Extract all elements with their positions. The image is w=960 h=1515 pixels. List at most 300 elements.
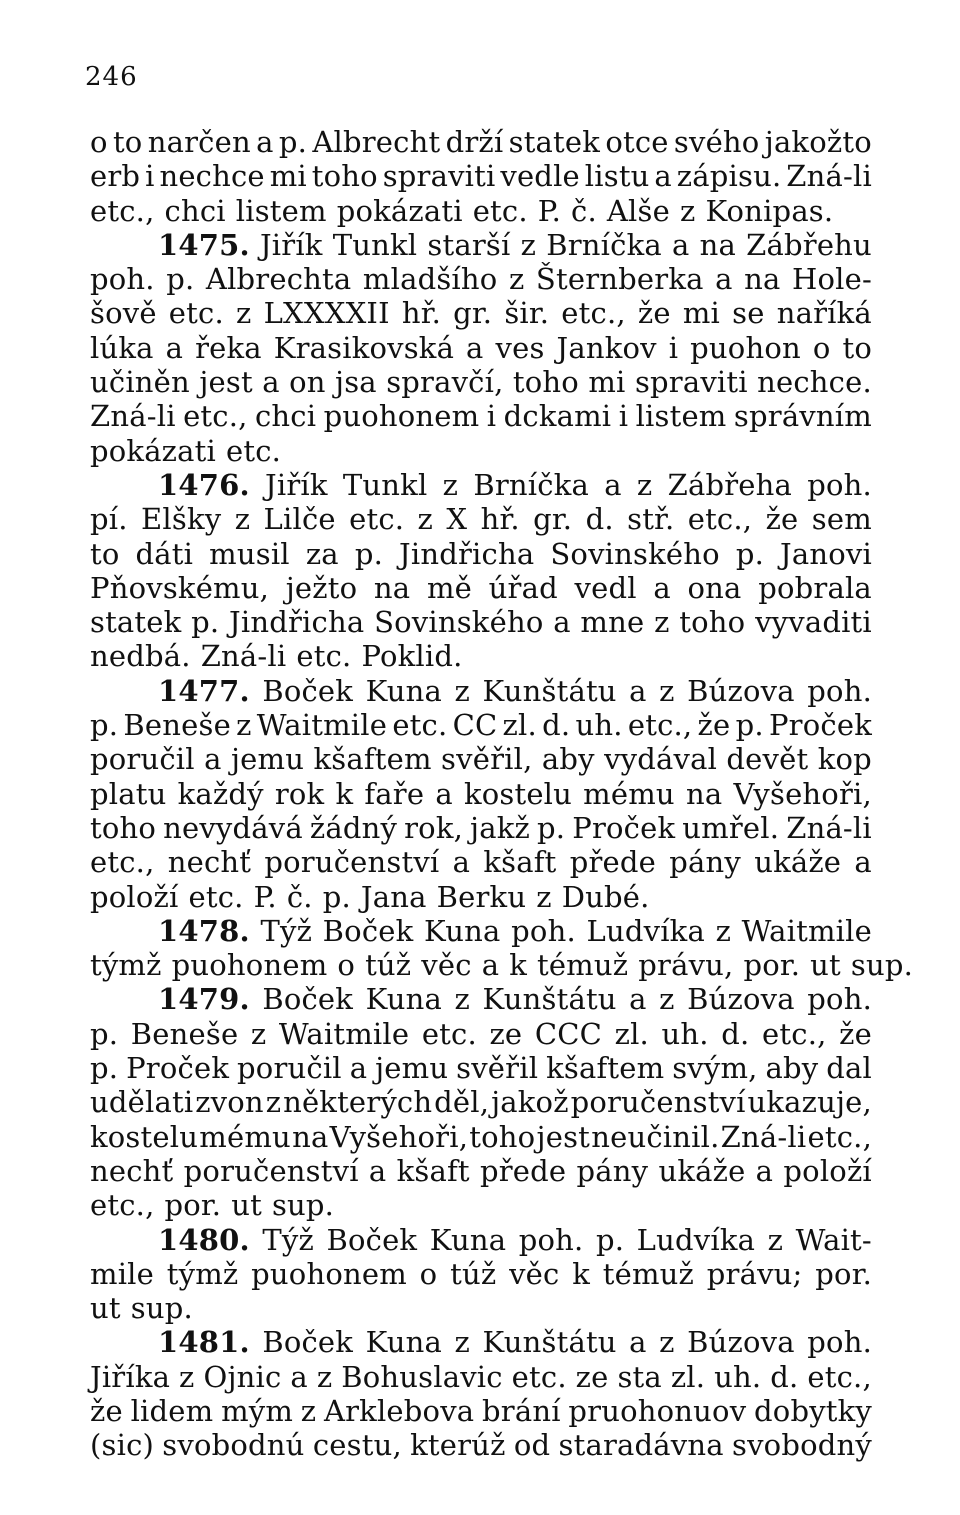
word: z xyxy=(250,1016,267,1051)
word: a xyxy=(435,776,453,811)
word: Janovi xyxy=(780,536,872,571)
text-line xyxy=(90,1325,872,1359)
text-line xyxy=(90,228,872,262)
word: poh. xyxy=(807,982,872,1017)
word: Hole- xyxy=(791,262,872,297)
text-line xyxy=(90,1360,872,1394)
word: z xyxy=(654,605,670,640)
word: mému xyxy=(199,1119,291,1154)
word: Boček xyxy=(262,982,354,1017)
word: to xyxy=(112,125,143,159)
word: Bohuslavic xyxy=(341,1359,503,1394)
word: na xyxy=(685,776,723,811)
word: poh. xyxy=(807,467,872,502)
word: šově xyxy=(90,296,157,331)
word: z xyxy=(179,1359,195,1394)
word: Zná-li xyxy=(200,639,287,674)
word: Zná-li xyxy=(720,1119,807,1154)
word: nedbá. xyxy=(90,639,191,674)
word: na xyxy=(292,1119,329,1154)
word: sem xyxy=(811,502,872,537)
word: a xyxy=(629,1325,647,1360)
word: svobodný xyxy=(732,1428,872,1463)
word: chci xyxy=(254,399,317,434)
word: etc. xyxy=(392,708,448,743)
text-line xyxy=(90,537,872,571)
word: pokázati xyxy=(336,193,463,228)
word: jemu xyxy=(230,742,305,777)
word: z xyxy=(417,502,434,537)
word: Jankov xyxy=(556,330,657,365)
word: Albrechta xyxy=(205,262,352,297)
word: Jindřicha xyxy=(229,605,365,640)
word: túž xyxy=(450,1256,497,1291)
word: statek xyxy=(508,125,601,159)
word: p. xyxy=(90,708,119,743)
word: i xyxy=(668,330,679,365)
word: některých xyxy=(283,1085,433,1120)
word: gr. xyxy=(453,296,493,331)
text-line xyxy=(90,125,872,159)
word: vedle xyxy=(500,159,580,194)
word: poh. xyxy=(807,1325,872,1360)
word: i xyxy=(486,399,497,434)
word: poh. xyxy=(518,1222,584,1257)
word: že xyxy=(765,502,799,537)
word: puohonem xyxy=(323,399,480,434)
word: mladšího xyxy=(362,262,498,297)
word: stř. xyxy=(627,502,675,537)
word: etc., xyxy=(762,1016,827,1051)
word: dal xyxy=(826,1051,872,1086)
word: a xyxy=(654,159,672,194)
word: uh. xyxy=(714,1359,762,1394)
word: poručil xyxy=(237,1051,342,1086)
word: kšaft xyxy=(396,1153,470,1188)
word: spraviti xyxy=(382,159,496,194)
word: Kunštátu xyxy=(482,1325,617,1360)
word: a xyxy=(604,467,622,502)
word: že xyxy=(839,1016,872,1051)
word: chci xyxy=(164,193,226,228)
text-line xyxy=(90,159,872,193)
word: spraviti xyxy=(634,365,748,400)
word: Waitmile xyxy=(278,1016,410,1051)
word: Beneše xyxy=(130,1016,239,1051)
word: Zná-li xyxy=(786,159,872,194)
word: správním xyxy=(733,399,872,434)
word: vedl xyxy=(574,570,637,605)
entry-number: 1480. xyxy=(158,1222,250,1257)
word: Kuna xyxy=(429,1222,507,1257)
word: devět xyxy=(726,742,809,777)
word: etc., xyxy=(90,193,155,228)
word: pokázati xyxy=(90,433,216,468)
text-line xyxy=(90,742,872,776)
word: Alše xyxy=(606,193,670,228)
word: erb xyxy=(90,159,141,194)
word: k xyxy=(509,948,527,983)
word: svého xyxy=(673,125,760,159)
text-line xyxy=(90,194,872,228)
word: jakž xyxy=(470,810,530,845)
word: Kunštátu xyxy=(482,982,617,1017)
word: jemu xyxy=(375,1051,449,1086)
text-line xyxy=(90,1257,872,1291)
word: z xyxy=(659,673,675,708)
word: a xyxy=(256,125,274,159)
word: i xyxy=(145,159,155,194)
word: p. xyxy=(166,262,195,297)
word: Týž xyxy=(262,1222,314,1257)
text-line xyxy=(90,296,872,330)
word: Boček xyxy=(262,1325,354,1360)
text-line xyxy=(90,605,872,639)
text-line xyxy=(90,365,872,399)
word: Zná-li xyxy=(786,810,872,845)
word: a xyxy=(672,227,690,262)
text-line xyxy=(90,1223,872,1257)
word: a xyxy=(349,1051,368,1086)
word: jest xyxy=(536,1119,591,1154)
word: mi xyxy=(269,159,307,194)
word: p. xyxy=(735,536,764,571)
word: o xyxy=(337,948,356,983)
text-line xyxy=(90,331,872,365)
word: ze xyxy=(575,1359,609,1394)
word: Tunkl xyxy=(342,467,428,502)
word: ut xyxy=(90,1291,121,1326)
word: Jindřicha xyxy=(399,536,535,571)
word: kšaftem xyxy=(546,1051,665,1086)
word: položí xyxy=(90,879,179,914)
word: nechce. xyxy=(757,365,872,400)
word: nevydává xyxy=(163,810,303,845)
word: aby xyxy=(541,742,595,777)
word: šir. xyxy=(504,296,550,331)
text-line xyxy=(90,1017,872,1051)
word: Waitmile xyxy=(741,913,872,948)
word: Jiříka xyxy=(90,1359,171,1394)
word: jakožto xyxy=(764,125,872,159)
word: etc. xyxy=(421,1016,477,1051)
word: ježto xyxy=(285,570,358,605)
word: kšaft xyxy=(483,845,557,880)
word: Lilče xyxy=(263,502,336,537)
word: z xyxy=(234,502,251,537)
word: sup. xyxy=(850,948,914,983)
word: neučinil. xyxy=(591,1119,720,1154)
word: týmž xyxy=(90,948,162,983)
word: Búzova xyxy=(687,982,795,1017)
word: Ojnic xyxy=(203,1359,282,1394)
word: že xyxy=(697,708,731,743)
word: ukáže xyxy=(658,1153,746,1188)
word: CCC xyxy=(534,1016,603,1051)
word: narčen xyxy=(147,125,251,159)
word: Tunkl xyxy=(332,227,418,262)
word: spravčí, xyxy=(386,365,504,400)
word: z xyxy=(715,913,732,948)
word: žádný xyxy=(309,810,398,845)
word: svobodnú xyxy=(162,1428,305,1463)
word: listu xyxy=(584,159,650,194)
word: poručil xyxy=(90,742,195,777)
text-line xyxy=(90,502,872,536)
word: věc xyxy=(421,948,472,983)
word: a xyxy=(466,330,484,365)
word: Kunštátu xyxy=(482,673,617,708)
word: etc. xyxy=(511,1359,567,1394)
text-body xyxy=(90,125,914,1463)
word: etc. xyxy=(296,639,352,674)
word: Sovinského xyxy=(550,536,720,571)
word: Albrecht xyxy=(312,125,441,159)
word: gr. xyxy=(533,502,573,537)
word: zvon xyxy=(195,1085,264,1120)
word: puohon xyxy=(690,330,801,365)
word: Proček xyxy=(768,708,872,743)
word: z xyxy=(300,1393,317,1428)
word: témuž xyxy=(602,1256,695,1291)
word: P. xyxy=(537,193,562,228)
word: mne xyxy=(580,605,645,640)
word: Zábřeha xyxy=(667,467,793,502)
word: a xyxy=(854,845,872,880)
word: etc. xyxy=(349,502,405,537)
word: Proček xyxy=(572,810,676,845)
word: faře xyxy=(364,776,425,811)
word: a xyxy=(290,1359,308,1394)
word: Boček xyxy=(326,1222,418,1257)
word: a xyxy=(262,365,280,400)
word: svým, xyxy=(672,1051,758,1086)
word: toho xyxy=(679,605,746,640)
word: pí. xyxy=(90,502,128,537)
text-line xyxy=(90,468,872,502)
word: mi xyxy=(588,365,626,400)
word: Krasikovská xyxy=(273,330,455,365)
word: témuž xyxy=(536,948,629,983)
word: přede xyxy=(479,1153,567,1188)
word: Búzova xyxy=(687,673,795,708)
word: etc., xyxy=(90,1188,155,1223)
word: ut xyxy=(810,948,841,983)
word: hř. xyxy=(401,296,442,331)
word: LXXXXII xyxy=(263,296,390,331)
word: pobrala xyxy=(758,570,872,605)
word: k xyxy=(572,1256,590,1291)
word: z xyxy=(508,262,525,297)
word: k xyxy=(335,776,354,811)
word: brání xyxy=(482,1393,561,1428)
word: por. xyxy=(743,948,801,983)
word: to xyxy=(90,536,120,571)
word: p. xyxy=(322,879,351,914)
word: listem xyxy=(235,193,327,228)
word: právu; xyxy=(706,1256,803,1291)
word: řeka xyxy=(195,330,262,365)
text-line xyxy=(90,1051,872,1085)
word: a xyxy=(629,982,647,1017)
word: drží xyxy=(445,125,504,159)
word: z xyxy=(236,708,252,743)
word: poh. xyxy=(511,913,576,948)
text-line xyxy=(90,880,872,914)
word: sup. xyxy=(271,1188,335,1223)
word: kostelu xyxy=(90,1119,199,1154)
word: toho xyxy=(90,810,157,845)
word: na xyxy=(744,262,781,297)
word: sup. xyxy=(130,1291,193,1326)
word: mým xyxy=(221,1393,294,1428)
word: udělati xyxy=(90,1085,194,1120)
text-line xyxy=(90,777,872,811)
word: z xyxy=(659,1325,675,1360)
word: a xyxy=(653,570,671,605)
word: vydával xyxy=(604,742,718,777)
word: por. xyxy=(164,1188,222,1223)
word: z xyxy=(454,673,471,708)
text-line xyxy=(90,639,872,673)
word: z xyxy=(520,227,537,262)
word: puohonem xyxy=(171,948,328,983)
word: p. xyxy=(735,708,764,743)
word: mile xyxy=(90,1256,155,1291)
word: a xyxy=(165,330,184,365)
word: etc., xyxy=(90,845,155,880)
word: o xyxy=(419,1256,438,1291)
word: i xyxy=(618,399,629,434)
word: z xyxy=(235,296,252,331)
word: sta xyxy=(617,1359,662,1394)
word: Šternberka xyxy=(535,262,704,297)
word: CC xyxy=(452,708,498,743)
entry-number: 1479. xyxy=(158,982,250,1017)
word: zápisu. xyxy=(676,159,782,194)
word: Vyšehoři, xyxy=(329,1119,469,1154)
word: Kuna xyxy=(365,673,443,708)
word: etc. xyxy=(472,193,528,228)
word: d. xyxy=(585,502,614,537)
word: Beneše xyxy=(123,708,231,743)
word: z xyxy=(454,1325,471,1360)
word: etc., xyxy=(807,1119,872,1154)
word: rok xyxy=(274,776,325,811)
word: poh. xyxy=(807,673,872,708)
word: platu xyxy=(90,776,167,811)
word: zl. xyxy=(670,1359,706,1394)
word: Ludvíka xyxy=(586,913,705,948)
word: že xyxy=(637,296,671,331)
word: a xyxy=(755,1153,774,1188)
text-line xyxy=(90,674,872,708)
word: jest xyxy=(199,365,253,400)
word: Kuna xyxy=(365,1325,443,1360)
word: svěřil, xyxy=(441,742,533,777)
word: uh. xyxy=(575,708,623,743)
word: P. xyxy=(253,879,277,914)
text-line xyxy=(90,914,872,948)
word: dáti xyxy=(135,536,194,571)
word: přede xyxy=(569,845,657,880)
word: každý xyxy=(177,776,264,811)
word: kterúž xyxy=(410,1428,506,1463)
word: to xyxy=(842,330,872,365)
word: poh. xyxy=(90,262,155,297)
word: Jiřík xyxy=(265,467,328,502)
word: z xyxy=(659,982,675,1017)
word: puohonem xyxy=(251,1256,407,1291)
word: na xyxy=(373,570,411,605)
word: a xyxy=(629,673,647,708)
word: úřad xyxy=(488,570,558,605)
text-line xyxy=(90,845,872,879)
word: poručenství xyxy=(264,845,440,880)
word: aby xyxy=(765,1051,819,1086)
word: listem xyxy=(635,399,727,434)
entry-number: 1481. xyxy=(158,1325,250,1360)
word: vyvaditi xyxy=(755,605,872,640)
word: staradávna xyxy=(558,1428,724,1463)
word: statek xyxy=(90,605,182,640)
word: etc., xyxy=(561,296,626,331)
word: (sic) xyxy=(90,1428,155,1463)
word: umřel. xyxy=(682,810,780,845)
text-line xyxy=(90,1120,872,1154)
word: z xyxy=(454,982,471,1017)
word: Proček xyxy=(126,1051,230,1086)
word: učiněn xyxy=(90,365,190,400)
word: právu, xyxy=(638,948,734,983)
word: a xyxy=(368,1153,387,1188)
word: věc xyxy=(509,1256,560,1291)
word: o xyxy=(90,125,108,159)
word: etc., xyxy=(627,708,693,743)
word: toho xyxy=(311,159,378,194)
word: Boček xyxy=(262,673,354,708)
word: a xyxy=(553,605,571,640)
text-line xyxy=(90,1154,872,1188)
word: p. xyxy=(537,810,566,845)
word: za xyxy=(305,536,339,571)
word: etc., xyxy=(183,399,248,434)
word: Arklebova xyxy=(323,1393,475,1428)
word: Kuna xyxy=(424,913,501,948)
word: nechce xyxy=(159,159,265,194)
word: etc., xyxy=(687,502,753,537)
word: jsa xyxy=(335,365,377,400)
word: č. xyxy=(571,193,597,228)
word: z xyxy=(767,1222,784,1257)
word: etc., xyxy=(807,1359,872,1394)
word: d. xyxy=(721,1016,750,1051)
text-line xyxy=(90,262,872,296)
word: por. xyxy=(815,1256,872,1291)
word: Zábřehu xyxy=(746,227,872,262)
word: na xyxy=(699,227,737,262)
entry-number: 1478. xyxy=(158,913,250,948)
word: túž xyxy=(365,948,412,983)
word: z xyxy=(679,193,696,228)
word: uh. xyxy=(661,1016,709,1051)
word: se xyxy=(732,296,765,331)
word: Brníčka xyxy=(473,467,589,502)
word: X xyxy=(446,502,468,537)
word: dckami xyxy=(503,399,612,434)
word: Konipas. xyxy=(705,193,834,228)
entry-number: 1476. xyxy=(158,467,250,502)
